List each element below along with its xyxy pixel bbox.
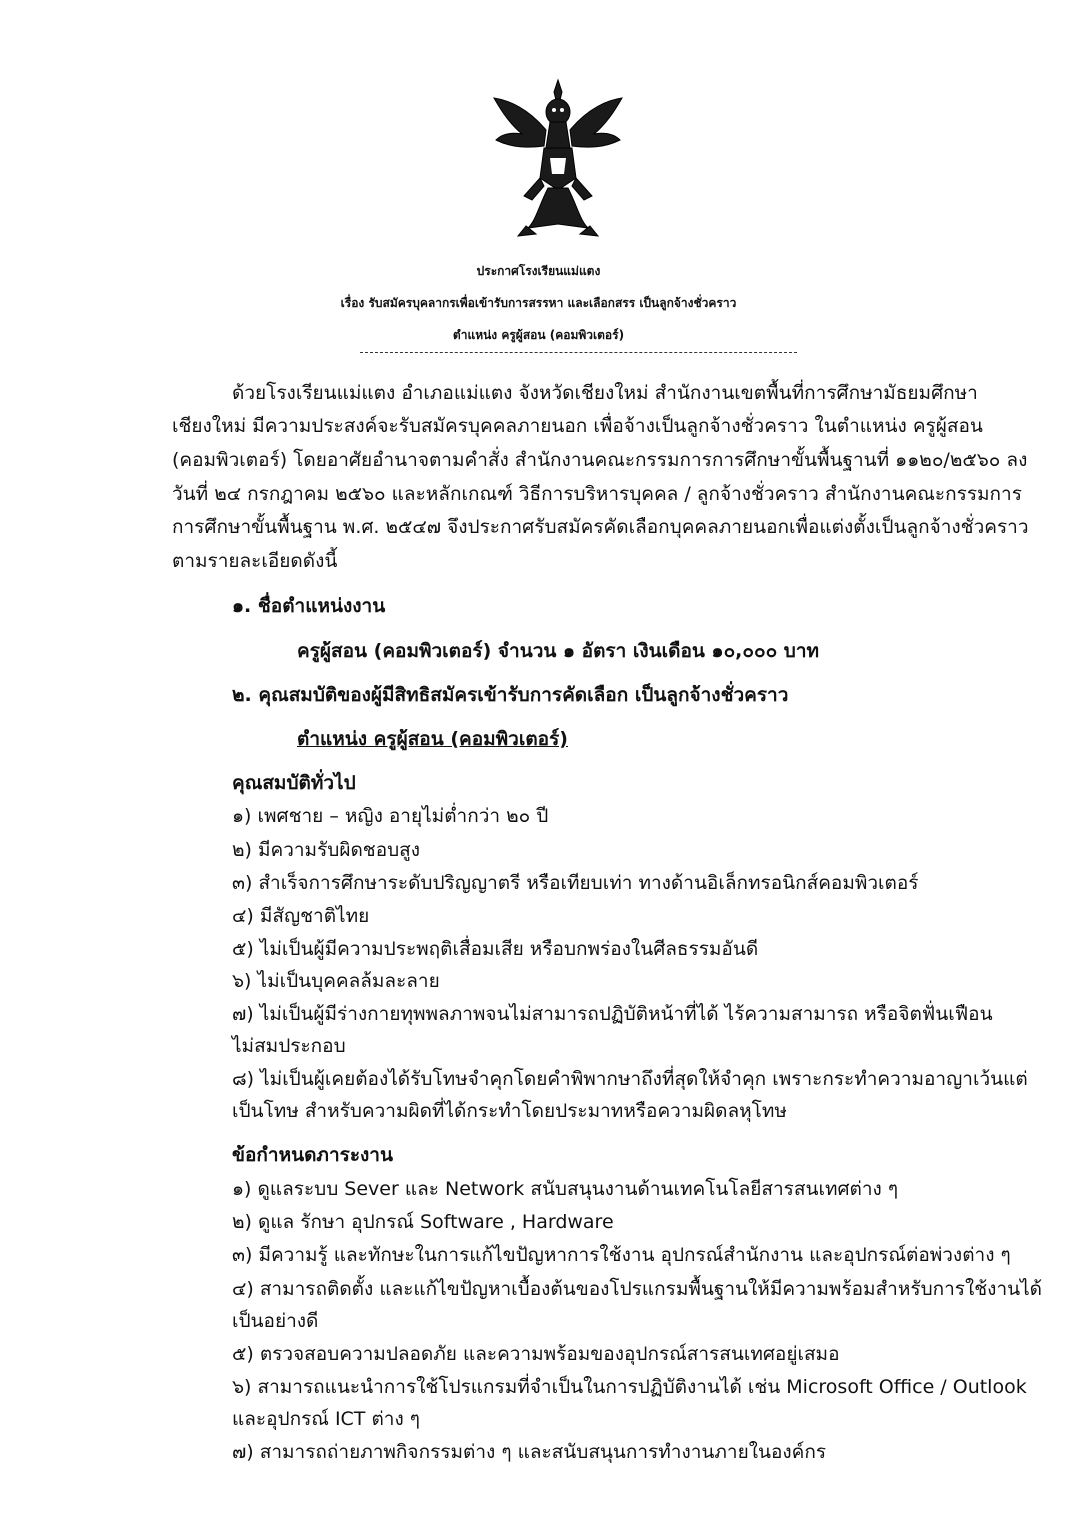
intro-line: การศึกษาขั้นพื้นฐาน พ.ศ. ๒๕๔๗ จึงประกาศรับสมัครคัดเลือกบุคคลภายนอกเพื่อแต่งตั้งเป็นลูกจ้างชั่วคราว bbox=[172, 516, 1029, 538]
intro-line: เชียงใหม่ มีความประสงค์จะรับสมัครบุคคลภายนอก เพื่อจ้างเป็นลูกจ้างชั่วคราว ในตำแหน่ง ครูผู้สอน bbox=[172, 415, 983, 437]
intro-line: วันที่ ๒๔ กรกฎาคม ๒๕๖๐ และหลักเกณฑ์ วิธีการบริหารบุคคล / ลูกจ้างชั่วคราว สำนักงานคณะกรรมการ bbox=[172, 483, 1022, 505]
announcement-subject: เรื่อง รับสมัครบุคลากรเพื่อเข้ารับการสรรหา และเลือกสรร เป็นลูกจ้างชั่วคราว bbox=[340, 296, 737, 310]
garuda-emblem-icon bbox=[488, 78, 628, 238]
duty-item: ๑) ดูแลระบบ Sever และ Network สนับสนุนงานด้านเทคโนโลยีสารสนเทศต่าง ๆ bbox=[232, 1178, 899, 1200]
qualification-item: ๔) มีสัญชาติไทย bbox=[232, 905, 370, 927]
intro-line: ตามรายละเอียดดังนี้ bbox=[172, 550, 338, 572]
duties-heading: ข้อกำหนดภาระงาน bbox=[232, 1144, 393, 1166]
duty-item: ๕) ตรวจสอบความปลอดภัย และความพร้อมของอุปกรณ์สารสนเทศอยู่เสมอ bbox=[232, 1343, 840, 1365]
qualification-item: ๓) สำเร็จการศึกษาระดับปริญญาตรี หรือเทียบเท่า ทางด้านอิเล็กทรอนิกส์คอมพิวเตอร์ bbox=[232, 872, 919, 894]
duty-item: ๔) สามารถติดตั้ง และแก้ไขปัญหาเบื้องต้นของโปรแกรมพื้นฐานให้มีความพร้อมสำหรับการใช้งานได้ bbox=[232, 1278, 1043, 1300]
intro-line: ด้วยโรงเรียนแม่แตง อำเภอแม่แตง จังหวัดเชียงใหม่ สำนักงานเขตพื้นที่การศึกษามัธยมศึกษา bbox=[232, 382, 978, 404]
duty-item: ๖) สามารถแนะนำการใช้โปรแกรมที่จำเป็นในการปฏิบัติงานได้ เช่น Microsoft Office / Outlook bbox=[232, 1376, 1027, 1398]
duty-item: ๒) ดูแล รักษา อุปกรณ์ Software , Hardware bbox=[232, 1211, 614, 1233]
qualification-item: ๒) มีความรับผิดชอบสูง bbox=[232, 839, 421, 861]
section-1-heading: ๑. ชื่อตำแหน่งงาน bbox=[232, 595, 386, 617]
qualification-item: ไม่สมประกอบ bbox=[232, 1035, 346, 1057]
intro-line: (คอมพิวเตอร์) โดยอาศัยอำนาจตามคำสั่ง สำนักงานคณะกรรมการการศึกษาขั้นพื้นฐานที่ ๑๑๒๐/๒๕๖๐ ลง bbox=[172, 449, 1028, 471]
qualification-item: ๕) ไม่เป็นผู้มีความประพฤติเสื่อมเสีย หรือบกพร่องในศีลธรรมอันดี bbox=[232, 938, 759, 960]
qualification-item: ๖) ไม่เป็นบุคคลล้มละลาย bbox=[232, 970, 440, 992]
duty-item: ๗) สามารถถ่ายภาพกิจกรรมต่าง ๆ และสนับสนุนการทำงานภายในองค์กร bbox=[232, 1441, 827, 1463]
duty-item: และอุปกรณ์ ICT ต่าง ๆ bbox=[232, 1408, 420, 1430]
qualification-item: ๘) ไม่เป็นผู้เคยต้องได้รับโทษจำคุกโดยคำพิพากษาถึงที่สุดให้จำคุก เพราะกระทำความอาญาเว้นแต่ bbox=[232, 1068, 1028, 1090]
section-2-heading: ๒. คุณสมบัติของผู้มีสิทธิสมัครเข้ารับการคัดเลือก เป็นลูกจ้างชั่วคราว bbox=[232, 684, 789, 706]
duty-item: เป็นอย่างดี bbox=[232, 1310, 319, 1332]
announcement-title: ประกาศโรงเรียนแม่แตง bbox=[476, 264, 601, 278]
section-1-detail: ครูผู้สอน (คอมพิวเตอร์) จำนวน ๑ อัตรา เงินเดือน ๑๐,๐๐๐ บาท bbox=[297, 640, 820, 662]
header-separator bbox=[360, 352, 797, 353]
qualification-item: ๑) เพศชาย – หญิง อายุไม่ต่ำกว่า ๒๐ ปี bbox=[232, 805, 549, 827]
duty-item: ๓) มีความรู้ และทักษะในการแก้ไขปัญหาการใช้งาน อุปกรณ์สำนักงาน และอุปกรณ์ต่อพ่วงต่าง ๆ bbox=[232, 1244, 1011, 1266]
qualification-item: เป็นโทษ สำหรับความผิดที่ได้กระทำโดยประมาทหรือความผิดลหุโทษ bbox=[232, 1100, 787, 1122]
general-qualifications-heading: คุณสมบัติทั่วไป bbox=[232, 772, 356, 794]
qualification-item: ๗) ไม่เป็นผู้มีร่างกายทุพพลภาพจนไม่สามารถปฏิบัติหน้าที่ได้ ไร้ความสามารถ หรือจิตฟั่นเฟือน bbox=[232, 1003, 993, 1025]
announcement-position: ตำแหน่ง ครูผู้สอน (คอมพิวเตอร์) bbox=[452, 328, 625, 342]
section-2-position: ตำแหน่ง ครูผู้สอน (คอมพิวเตอร์) bbox=[297, 728, 568, 750]
